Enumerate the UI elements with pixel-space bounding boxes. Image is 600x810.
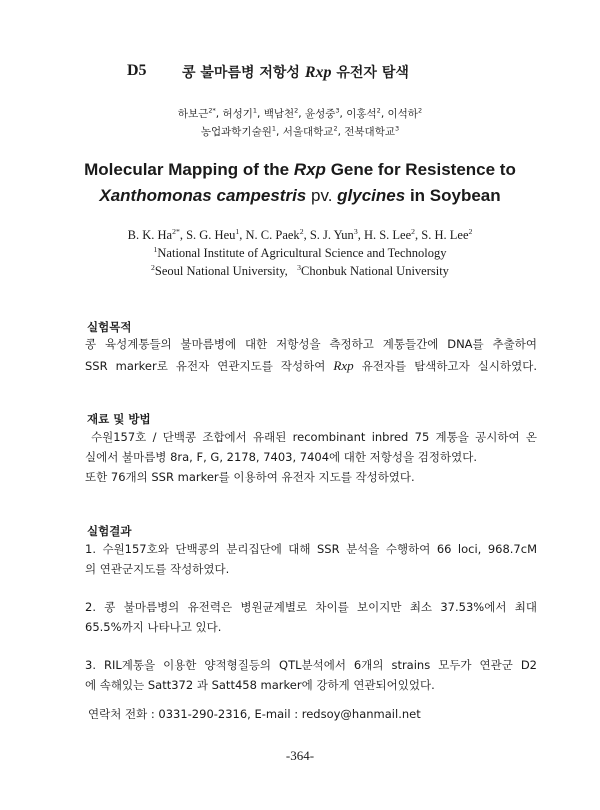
english-affiliation-1: $^1$National Institute of Agricultural Science and Technology bbox=[153, 244, 447, 260]
contact-email-label: E-mail : bbox=[254, 707, 299, 721]
korean-author: 백남천$^2$ bbox=[263, 106, 299, 120]
results-item1-line1: 1. 수원157호와 단백콩의 분리집단에 대해 SSR 분석을 수행하여 66 loci, 968.7cM bbox=[85, 542, 537, 556]
korean-author: 허성기$^1$ bbox=[222, 106, 258, 120]
methods-line-3: 또한 76개의 SSR marker를 이용하여 유전자 지도를 작성하였다. bbox=[85, 470, 415, 484]
korean-affiliation: 서울대학교$^2$ bbox=[282, 124, 338, 138]
korean-title bbox=[182, 62, 409, 82]
methods-line-1: 수원157호 / 단백콩 조합에서 유래된 recombinant inbred 75 계통을 공시하여 온 bbox=[91, 430, 537, 444]
results-item2-line1: 2. 콩 불마름병의 유전력은 병원균계별로 차이를 보이지만 최소 37.53%에서 최대 bbox=[85, 600, 537, 614]
species-genus: Xanthomonas campestris bbox=[99, 186, 307, 205]
results-item1-line2: 의 연관군지도를 작성하였다. bbox=[85, 562, 230, 576]
results-item3-line2: 에 속해있는 Satt372 과 Satt458 marker에 강하게 연관되어있었다. bbox=[85, 678, 435, 692]
english-affiliation-2: $^2$Seoul National University, $^3$Chonbuk National University bbox=[151, 262, 449, 278]
methods-heading: 재료 및 방법 bbox=[87, 412, 151, 426]
species-pathovar: glycines bbox=[337, 186, 406, 205]
contact-label: 연락처 전화 : bbox=[88, 707, 155, 721]
page-number: -364- bbox=[285, 748, 315, 763]
english-title-gene: Rxp bbox=[293, 160, 326, 179]
english-author: S. H. Lee$^2$ bbox=[421, 226, 473, 242]
objective-heading: 실험목적 bbox=[87, 320, 132, 334]
korean-title-gene: Rxp bbox=[304, 64, 332, 81]
korean-authors: 하보근$^{2*}$, 허성기$^1$, 백남천$^2$, 윤성중$^3$, 이홍석$^2$, 이석하$^2$ bbox=[177, 106, 423, 120]
english-author: S. J. Yun$^3$ bbox=[309, 226, 358, 242]
korean-header bbox=[0, 62, 600, 86]
contact-phone: 0331-290-2316, bbox=[158, 707, 251, 721]
english-title-line2: Xanthomonas campestris pv. glycines in Soybean bbox=[99, 186, 501, 205]
english-title-line1: Molecular Mapping of the Rxp Gene for Resistence to bbox=[84, 160, 516, 179]
korean-author: 이홍석$^2$ bbox=[346, 106, 381, 120]
english-author: H. S. Lee$^2$ bbox=[363, 226, 416, 242]
korean-author: 윤성중$^3$ bbox=[304, 106, 340, 120]
abstract-code: D5 bbox=[127, 62, 147, 79]
objective-line-1: 콩 육성계통들의 불마름병에 대한 저항성을 측정하고 계통들간에 DNA를 추출하여 bbox=[85, 337, 537, 351]
results-heading: 실험결과 bbox=[87, 524, 132, 538]
korean-affiliation: 농업과학기술원$^1$ bbox=[200, 124, 277, 138]
objective-line-2: SSR marker로 유전자 연관지도를 작성하여 Rxp 유전자를 탐색하고자 실시하였다. bbox=[85, 358, 538, 373]
english-author: B. K. $Ha^{2*}$ bbox=[127, 226, 180, 242]
korean-author: 하보근$^{2*}$ bbox=[177, 106, 216, 120]
contact-line bbox=[88, 706, 421, 722]
results-item2-line2: 65.5%까지 나타나고 있다. bbox=[85, 620, 222, 634]
korean-author: 이석하$^2$ bbox=[387, 106, 423, 120]
english-author: S. G. Heu$^1$ bbox=[186, 226, 240, 242]
korean-title-suffix: 유전자 탐색 bbox=[336, 65, 409, 81]
korean-affiliations: 농업과학기술원$^1$, 서울대학교$^2$, 전북대학교$^3$ bbox=[200, 124, 400, 138]
korean-title-prefix: 콩 불마름병 저항성 bbox=[182, 65, 300, 81]
results-item3-line1: 3. RIL계통을 이용한 양적형질등의 QTL분석에서 6개의 strains 모두가 연관군 D2 bbox=[85, 658, 537, 672]
korean-affiliation: 전북대학교$^3$ bbox=[344, 124, 400, 138]
english-author: N. C. Paek$^2$ bbox=[245, 226, 304, 242]
methods-line-2: 실에서 불마름병 8ra, F, G, 2178, 7403, 7404에 대한 저항성을 검정하였다. bbox=[85, 450, 477, 464]
contact-email: redsoy@hanmail.net bbox=[301, 707, 421, 721]
english-authors: B. K. $Ha^{2*}$, S. G. Heu$^1$, N. C. Paek$^2$, S. J. Yun$^3$, H. S. Lee$^2$, S. H. Lee$^2$ bbox=[127, 226, 473, 242]
